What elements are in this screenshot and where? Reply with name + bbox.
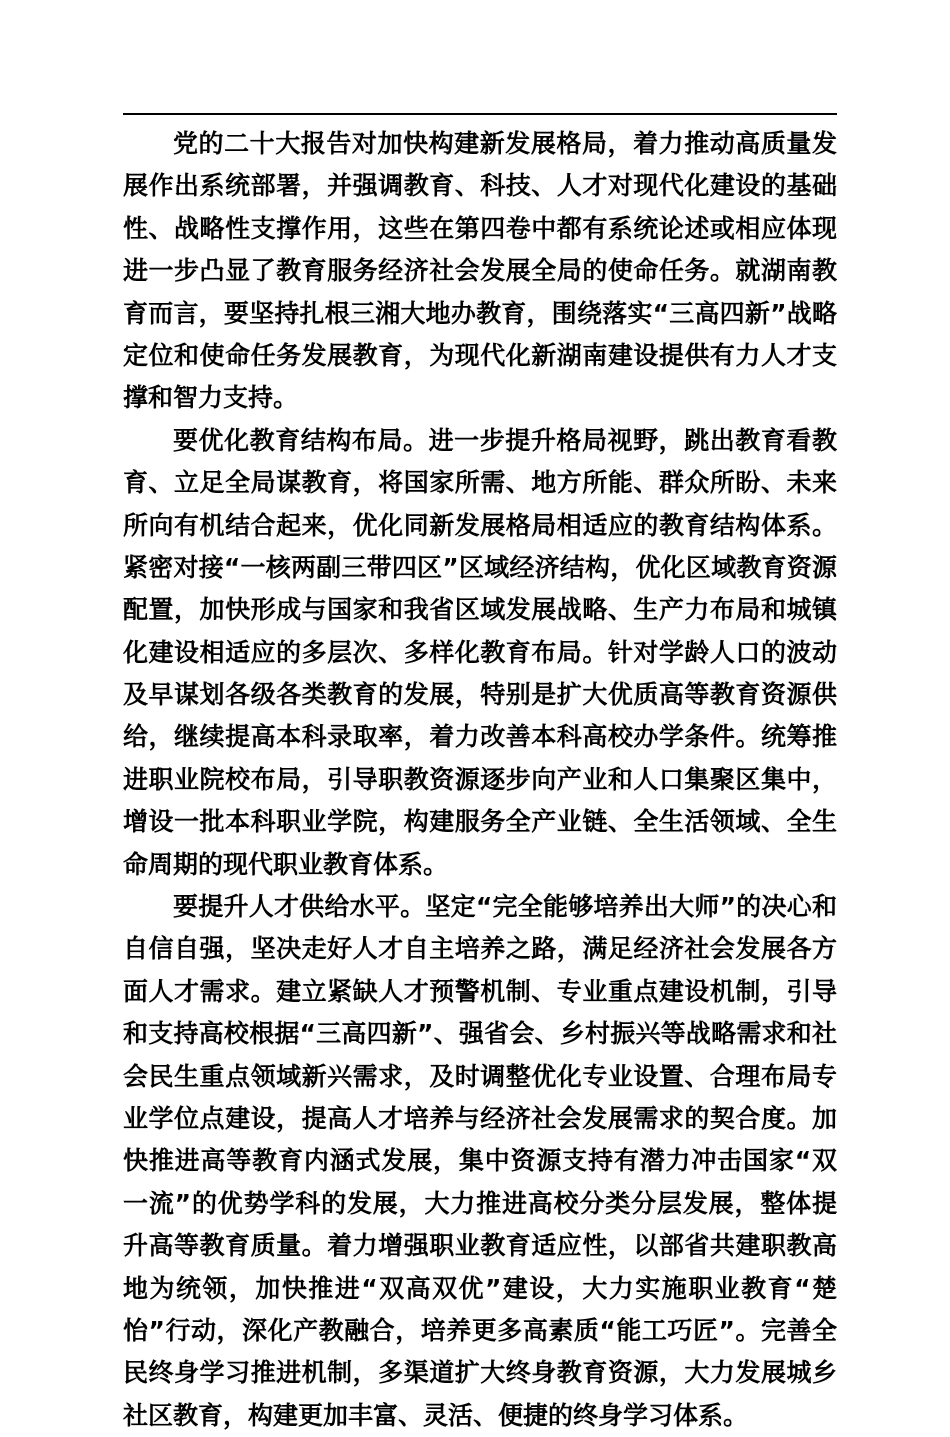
paragraph-3-line-11: 怡”行动，深化产教融合，培养更多高素质“能工巧匠”。完善全	[123, 1315, 837, 1345]
header-rule	[123, 113, 837, 115]
paragraph-2-line-10: 增设一批本科职业学院，构建服务全产业链、全生活领域、全生	[123, 807, 837, 837]
paragraph-3-line-13: 社区教育，构建更加丰富、灵活、便捷的终身学习体系。	[123, 1400, 749, 1430]
paragraph-1-line-3: 性、战略性支撑作用，这些在第四卷中都有系统论述或相应体现	[123, 213, 837, 243]
paragraph-3-line-10: 地为统领，加快推进“双高双优”建设，大力实施职业教育“楚	[123, 1273, 837, 1303]
paragraph-3-line-8: 一流”的优势学科的发展，大力推进高校分类分层发展，整体提	[123, 1188, 837, 1218]
paragraph-3-line-2: 自信自强，坚决走好人才自主培养之路，满足经济社会发展各方	[123, 934, 837, 964]
paragraph-2-line-11: 命周期的现代职业教育体系。	[123, 849, 449, 879]
paragraph-3-line-5: 会民生重点领域新兴需求，及时调整优化专业设置、合理布局专	[123, 1061, 837, 1091]
paragraph-2-line-8: 给，继续提高本科录取率，着力改善本科高校办学条件。统筹推	[123, 722, 837, 752]
body-text	[123, 123, 837, 1437]
paragraph-1-line-2: 展作出系统部署，并强调教育、科技、人才对现代化建设的基础	[123, 171, 837, 201]
paragraph-1-line-5: 育而言，要坚持扎根三湘大地办教育，围绕落实“三高四新”战略	[123, 298, 837, 328]
paragraph-2-line-3: 所向有机结合起来，优化同新发展格局相适应的教育结构体系。	[123, 510, 837, 540]
paragraph-3-line-12: 民终身学习推进机制，多渠道扩大终身教育资源，大力发展城乡	[123, 1358, 837, 1388]
paragraph-3-line-9: 升高等教育质量。着力增强职业教育适应性，以部省共建职教高	[123, 1231, 837, 1261]
paragraph-2-line-4: 紧密对接“一核两副三带四区”区域经济结构，优化区域教育资源	[123, 552, 837, 582]
paragraph-3-line-3: 面人才需求。建立紧缺人才预警机制、专业重点建设机制，引导	[123, 976, 837, 1006]
paragraph-2-line-9: 进职业院校布局，引导职教资源逐步向产业和人口集聚区集中，	[123, 764, 837, 794]
paragraph-2-line-6: 化建设相适应的多层次、多样化教育布局。针对学龄人口的波动	[123, 637, 837, 667]
paragraph-3-line-1: 要提升人才供给水平。坚定“完全能够培养出大师”的决心和	[173, 892, 837, 922]
paragraph-3-line-6: 业学位点建设，提高人才培养与经济社会发展需求的契合度。加	[123, 1103, 837, 1133]
paragraph-2-line-5: 配置，加快形成与国家和我省区域发展战略、生产力布局和城镇	[123, 595, 837, 625]
paragraph-1-line-1: 党的二十大报告对加快构建新发展格局，着力推动高质量发	[173, 129, 837, 158]
paragraph-3-line-4: 和支持高校根据“三高四新”、强省会、乡村振兴等战略需求和社	[123, 1019, 837, 1049]
paragraph-2-line-2: 育、立足全局谋教育，将国家所需、地方所能、群众所盼、未来	[123, 468, 837, 498]
paragraph-2-line-1: 要优化教育结构布局。进一步提升格局视野，跳出教育看教	[173, 425, 837, 455]
paragraph-1-line-6: 定位和使命任务发展教育，为现代化新湖南建设提供有力人才支	[123, 340, 837, 370]
paragraph-1-line-4: 进一步凸显了教育服务经济社会发展全局的使命任务。就湖南教	[123, 256, 837, 286]
paragraph-3-line-7: 快推进高等教育内涵式发展，集中资源支持有潜力冲击国家“双	[123, 1146, 837, 1176]
paragraph-1-line-7: 撑和智力支持。	[123, 383, 299, 413]
paragraph-2-line-7: 及早谋划各级各类教育的发展，特别是扩大优质高等教育资源供	[123, 680, 837, 710]
